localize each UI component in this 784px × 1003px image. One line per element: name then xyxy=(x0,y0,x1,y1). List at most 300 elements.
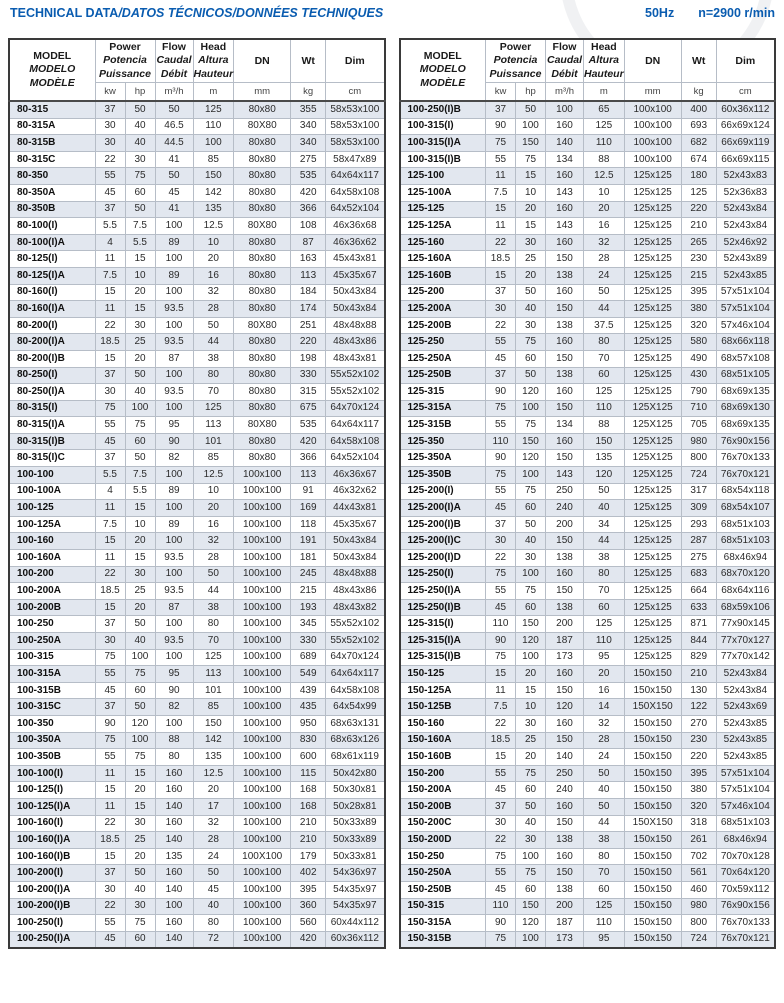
flow-cell: 240 xyxy=(546,500,584,517)
dim-cell: 76x70x121 xyxy=(716,931,775,948)
power-hp-cell: 50 xyxy=(125,699,155,716)
wt-cell: 113 xyxy=(291,267,326,284)
power-kw-cell: 22 xyxy=(486,832,516,849)
dn-cell: 150x150 xyxy=(624,881,681,898)
power-hp-cell: 7.5 xyxy=(125,218,155,235)
power-kw-cell: 75 xyxy=(95,400,125,417)
unit-wt: kg xyxy=(681,83,716,102)
wt-cell: 600 xyxy=(291,749,326,766)
dim-cell: 52x36x83 xyxy=(716,184,775,201)
wt-cell: 174 xyxy=(291,301,326,318)
head-cell: 40 xyxy=(193,898,234,915)
table-row xyxy=(400,334,776,351)
dn-cell: 125X125 xyxy=(624,450,681,467)
flow-cell: 93.5 xyxy=(155,334,193,351)
flow-cell: 135 xyxy=(155,848,193,865)
table-row xyxy=(400,284,776,301)
column-header-dim: Dim xyxy=(326,39,385,83)
flow-cell: 160 xyxy=(546,168,584,185)
head-cell: 135 xyxy=(193,749,234,766)
wt-cell: 118 xyxy=(291,516,326,533)
dn-cell: 80x80 xyxy=(234,384,291,401)
dim-cell: 66x69x119 xyxy=(716,135,775,152)
wt-cell: 549 xyxy=(291,666,326,683)
dim-cell: 57x46x104 xyxy=(716,317,775,334)
model-cell: 100-200 xyxy=(9,566,95,583)
model-cell: 100-200A xyxy=(9,583,95,600)
power-hp-cell: 60 xyxy=(125,931,155,948)
dim-cell: 64x64x117 xyxy=(326,168,385,185)
model-cell: 100-160A xyxy=(9,550,95,567)
power-hp-cell: 120 xyxy=(516,915,546,932)
power-hp-cell: 15 xyxy=(516,682,546,699)
head-cell: 100 xyxy=(193,135,234,152)
column-header-head xyxy=(193,39,234,83)
head-cell: 125 xyxy=(584,616,625,633)
dim-cell: 52x43x85 xyxy=(716,267,775,284)
wt-cell: 275 xyxy=(291,151,326,168)
model-cell: 80-315 xyxy=(9,101,95,118)
dn-cell: 100x100 xyxy=(234,500,291,517)
flow-cell: 93.5 xyxy=(155,550,193,567)
power-hp-cell: 120 xyxy=(516,384,546,401)
table-row xyxy=(400,633,776,650)
wt-cell: 320 xyxy=(681,317,716,334)
power-hp-cell: 100 xyxy=(516,848,546,865)
table-row xyxy=(9,168,385,185)
power-hp-cell: 15 xyxy=(125,798,155,815)
head-cell: 80 xyxy=(193,367,234,384)
dim-cell: 57x46x104 xyxy=(716,798,775,815)
dim-cell: 50x30x81 xyxy=(326,782,385,799)
head-cell: 24 xyxy=(584,267,625,284)
head-cell: 70 xyxy=(584,865,625,882)
power-hp-cell: 20 xyxy=(516,267,546,284)
dim-cell: 48x43x86 xyxy=(326,583,385,600)
dim-cell: 68x46x94 xyxy=(716,832,775,849)
wt-cell: 125 xyxy=(681,184,716,201)
head-cell: 32 xyxy=(193,533,234,550)
dn-cell: 150x150 xyxy=(624,865,681,882)
flow-cell: 140 xyxy=(155,881,193,898)
dim-cell: 68x69x130 xyxy=(716,400,775,417)
power-hp-cell: 50 xyxy=(125,101,155,118)
column-header-power xyxy=(95,39,155,83)
flow-cell: 160 xyxy=(546,234,584,251)
table-row xyxy=(400,765,776,782)
power-kw-cell: 75 xyxy=(486,566,516,583)
dim-cell: 76x70x133 xyxy=(716,915,775,932)
dim-cell: 52x43x85 xyxy=(716,732,775,749)
wt-cell: 355 xyxy=(291,101,326,118)
dn-cell: 80X80 xyxy=(234,317,291,334)
head-cell: 12.5 xyxy=(193,467,234,484)
head-cell: 17 xyxy=(193,798,234,815)
power-hp-cell: 20 xyxy=(125,533,155,550)
dim-cell: 52x43x89 xyxy=(716,251,775,268)
head-cell: 28 xyxy=(584,251,625,268)
table-row xyxy=(400,749,776,766)
dim-cell: 68x61x119 xyxy=(326,749,385,766)
dn-cell: 125x125 xyxy=(624,350,681,367)
dn-cell: 100x100 xyxy=(234,467,291,484)
dim-cell: 52x43x84 xyxy=(716,666,775,683)
flow-cell: 140 xyxy=(155,798,193,815)
power-hp-cell: 15 xyxy=(125,251,155,268)
head-cell: 32 xyxy=(584,715,625,732)
table-row xyxy=(9,234,385,251)
flow-cell: 160 xyxy=(155,765,193,782)
power-kw-cell: 55 xyxy=(95,749,125,766)
dn-cell: 80x80 xyxy=(234,234,291,251)
table-row xyxy=(9,931,385,948)
wt-cell: 215 xyxy=(681,267,716,284)
dn-cell: 125x125 xyxy=(624,633,681,650)
flow-cell: 100 xyxy=(155,649,193,666)
model-cell: 80-315C xyxy=(9,151,95,168)
power-kw-cell: 11 xyxy=(95,798,125,815)
titlebar xyxy=(10,6,775,20)
flow-cell: 89 xyxy=(155,483,193,500)
table-row xyxy=(400,516,776,533)
model-cell: 100-200(I) xyxy=(9,865,95,882)
dn-cell: 100x100 xyxy=(234,881,291,898)
dn-cell: 125x125 xyxy=(624,583,681,600)
model-cell: 150-125B xyxy=(400,699,486,716)
flow-cell: 143 xyxy=(546,184,584,201)
dn-cell: 125x125 xyxy=(624,367,681,384)
flow-cell: 100 xyxy=(155,317,193,334)
dn-cell: 125x125 xyxy=(624,267,681,284)
table-body xyxy=(9,101,385,948)
dn-cell: 100x100 xyxy=(234,832,291,849)
dn-cell: 125x125 xyxy=(624,301,681,318)
flow-cell: 100 xyxy=(155,566,193,583)
head-cell: 44 xyxy=(584,533,625,550)
model-cell: 80-160(I) xyxy=(9,284,95,301)
power-hp-cell: 60 xyxy=(125,184,155,201)
table-row xyxy=(9,533,385,550)
power-kw-cell: 45 xyxy=(486,599,516,616)
power-kw-cell: 30 xyxy=(486,815,516,832)
wt-cell: 315 xyxy=(291,384,326,401)
dim-cell: 76x90x156 xyxy=(716,898,775,915)
model-label-fr: MODÈLE xyxy=(29,76,75,89)
table-row xyxy=(400,483,776,500)
dim-cell: 55x52x102 xyxy=(326,616,385,633)
table-row xyxy=(9,334,385,351)
model-cell: 100-250 xyxy=(9,616,95,633)
dn-cell: 100x100 xyxy=(234,931,291,948)
table-row xyxy=(400,135,776,152)
head-cell: 10 xyxy=(584,184,625,201)
flow-cell: 160 xyxy=(546,201,584,218)
power-hp-cell: 100 xyxy=(516,931,546,948)
table-row xyxy=(9,135,385,152)
dim-cell: 60x36x112 xyxy=(326,931,385,948)
dn-cell: 100x100 xyxy=(234,633,291,650)
flow-cell: 82 xyxy=(155,699,193,716)
wt-cell: 535 xyxy=(291,168,326,185)
model-cell: 150-250B xyxy=(400,881,486,898)
power-kw-cell: 30 xyxy=(95,633,125,650)
dn-cell: 100x100 xyxy=(234,583,291,600)
model-cell: 100-250(I) xyxy=(9,915,95,932)
power-hp-cell: 75 xyxy=(125,666,155,683)
power-kw-cell: 45 xyxy=(95,931,125,948)
model-cell: 100-350B xyxy=(9,749,95,766)
column-header-power xyxy=(486,39,546,83)
power-kw-cell: 55 xyxy=(486,483,516,500)
table-row xyxy=(400,931,776,948)
dn-cell: 150X150 xyxy=(624,699,681,716)
flow-cell: 100 xyxy=(155,251,193,268)
dn-cell: 125x125 xyxy=(624,649,681,666)
head-cell: 50 xyxy=(584,798,625,815)
flow-cell: 173 xyxy=(546,649,584,666)
power-hp-cell: 75 xyxy=(516,417,546,434)
power-kw-cell: 45 xyxy=(486,782,516,799)
head-cell: 20 xyxy=(193,782,234,799)
dn-cell: 100x100 xyxy=(624,151,681,168)
wt-cell: 220 xyxy=(681,749,716,766)
head-cell: 142 xyxy=(193,732,234,749)
head-cell: 16 xyxy=(193,267,234,284)
dim-cell: 68x66x118 xyxy=(716,334,775,351)
table-row xyxy=(9,599,385,616)
flow-label-es: Caudal xyxy=(156,54,192,67)
flow-cell: 160 xyxy=(546,798,584,815)
power-kw-cell: 18.5 xyxy=(486,732,516,749)
model-cell: 80-315A xyxy=(9,118,95,135)
column-header-model xyxy=(400,39,486,101)
head-cell: 44 xyxy=(193,334,234,351)
power-kw-cell: 11 xyxy=(486,682,516,699)
head-cell: 150 xyxy=(193,715,234,732)
flow-cell: 138 xyxy=(546,881,584,898)
table-row xyxy=(9,682,385,699)
column-header-dn: DN xyxy=(624,39,681,83)
flow-cell: 160 xyxy=(546,848,584,865)
power-hp-cell: 15 xyxy=(125,765,155,782)
dim-cell: 64x70x124 xyxy=(326,649,385,666)
model-cell: 125-200(I)A xyxy=(400,500,486,517)
model-cell: 100-315A xyxy=(9,666,95,683)
power-kw-cell: 15 xyxy=(486,666,516,683)
table-row xyxy=(400,550,776,567)
flow-cell: 143 xyxy=(546,218,584,235)
flow-cell: 50 xyxy=(155,101,193,118)
dim-cell: 68x59x106 xyxy=(716,599,775,616)
dn-cell: 150x150 xyxy=(624,765,681,782)
table-row xyxy=(9,350,385,367)
head-cell: 80 xyxy=(584,848,625,865)
head-cell: 85 xyxy=(193,450,234,467)
wt-cell: 293 xyxy=(681,516,716,533)
table-row xyxy=(9,516,385,533)
head-cell: 28 xyxy=(193,550,234,567)
head-cell: 38 xyxy=(584,832,625,849)
dn-cell: 100x100 xyxy=(624,101,681,118)
power-hp-cell: 40 xyxy=(516,815,546,832)
flow-cell: 150 xyxy=(546,450,584,467)
dn-cell: 100x100 xyxy=(234,483,291,500)
table-row xyxy=(9,848,385,865)
model-cell: 125-250A xyxy=(400,350,486,367)
flow-cell: 160 xyxy=(155,782,193,799)
power-kw-cell: 37 xyxy=(95,865,125,882)
power-kw-cell: 45 xyxy=(486,350,516,367)
model-cell: 80-100(I) xyxy=(9,218,95,235)
model-cell: 125-250B xyxy=(400,367,486,384)
model-cell: 125-125 xyxy=(400,201,486,218)
power-kw-cell: 5.5 xyxy=(95,467,125,484)
model-cell: 125-350 xyxy=(400,433,486,450)
model-cell: 150-250 xyxy=(400,848,486,865)
flow-cell: 100 xyxy=(155,715,193,732)
power-kw-cell: 37 xyxy=(486,367,516,384)
flow-cell: 93.5 xyxy=(155,301,193,318)
dn-cell: 80X80 xyxy=(234,118,291,135)
dim-cell: 68x64x116 xyxy=(716,583,775,600)
dn-cell: 80x80 xyxy=(234,400,291,417)
dn-cell: 150x150 xyxy=(624,915,681,932)
flow-cell: 88 xyxy=(155,732,193,749)
dn-cell: 150x150 xyxy=(624,782,681,799)
dim-cell: 64x58x108 xyxy=(326,682,385,699)
power-hp-cell: 75 xyxy=(125,417,155,434)
model-cell: 150-315 xyxy=(400,898,486,915)
dim-cell: 57x51x104 xyxy=(716,782,775,799)
model-cell: 125-315B xyxy=(400,417,486,434)
wt-cell: 330 xyxy=(291,367,326,384)
dim-cell: 68x54x107 xyxy=(716,500,775,517)
head-cell: 16 xyxy=(584,682,625,699)
head-label-en: Head xyxy=(591,40,617,53)
column-header-dn: DN xyxy=(234,39,291,83)
wt-cell: 950 xyxy=(291,715,326,732)
wt-cell: 122 xyxy=(681,699,716,716)
power-hp-cell: 20 xyxy=(516,201,546,218)
power-kw-cell: 37 xyxy=(95,616,125,633)
power-kw-cell: 18.5 xyxy=(95,334,125,351)
title-translations: /DATOS TÉCNICOS/DONNÉES TECHNIQUES xyxy=(118,6,384,20)
power-hp-cell: 7.5 xyxy=(125,467,155,484)
head-cell: 60 xyxy=(584,367,625,384)
power-kw-cell: 30 xyxy=(95,384,125,401)
power-hp-cell: 120 xyxy=(516,450,546,467)
technical-data-table-right xyxy=(399,38,777,949)
model-cell: 125-350B xyxy=(400,467,486,484)
flow-cell: 90 xyxy=(155,433,193,450)
wt-cell: 251 xyxy=(291,317,326,334)
head-cell: 24 xyxy=(193,848,234,865)
power-hp-cell: 40 xyxy=(125,633,155,650)
power-hp-cell: 100 xyxy=(125,400,155,417)
dn-cell: 80x80 xyxy=(234,267,291,284)
dn-cell: 100x100 xyxy=(234,699,291,716)
table-row xyxy=(400,168,776,185)
dim-cell: 57x51x104 xyxy=(716,284,775,301)
power-kw-cell: 55 xyxy=(486,334,516,351)
wt-cell: 130 xyxy=(681,682,716,699)
head-label-es: Altura xyxy=(198,54,229,67)
model-cell: 80-125(I)A xyxy=(9,267,95,284)
flow-cell: 200 xyxy=(546,898,584,915)
dn-cell: 100X100 xyxy=(234,848,291,865)
power-kw-cell: 45 xyxy=(486,500,516,517)
dn-cell: 150x150 xyxy=(624,749,681,766)
head-cell: 32 xyxy=(193,284,234,301)
flow-cell: 200 xyxy=(546,516,584,533)
head-cell: 50 xyxy=(584,483,625,500)
table-row xyxy=(9,284,385,301)
power-hp-cell: 75 xyxy=(125,915,155,932)
table-row xyxy=(400,400,776,417)
dim-cell: 55x52x102 xyxy=(326,367,385,384)
table-row xyxy=(400,881,776,898)
power-hp-cell: 75 xyxy=(516,483,546,500)
dn-cell: 80x80 xyxy=(234,201,291,218)
dn-cell: 80x80 xyxy=(234,350,291,367)
flow-cell: 138 xyxy=(546,367,584,384)
flow-cell: 250 xyxy=(546,765,584,782)
table-row xyxy=(9,550,385,567)
head-cell: 20 xyxy=(584,201,625,218)
flow-cell: 150 xyxy=(546,815,584,832)
power-hp-cell: 10 xyxy=(516,699,546,716)
model-cell: 100-315C xyxy=(9,699,95,716)
power-kw-cell: 37 xyxy=(95,450,125,467)
model-cell: 150-315A xyxy=(400,915,486,932)
table-row xyxy=(9,433,385,450)
model-cell: 150-125 xyxy=(400,666,486,683)
flow-cell: 150 xyxy=(546,350,584,367)
unit-dn: mm xyxy=(624,83,681,102)
flow-cell: 100 xyxy=(155,533,193,550)
power-kw-cell: 15 xyxy=(95,848,125,865)
dn-cell: 125x125 xyxy=(624,533,681,550)
wt-cell: 420 xyxy=(291,433,326,450)
table-row xyxy=(400,732,776,749)
frequency-label: 50Hz xyxy=(645,6,675,20)
wt-cell: 395 xyxy=(291,881,326,898)
unit-kw: kw xyxy=(486,83,516,102)
head-cell: 50 xyxy=(584,284,625,301)
head-cell: 38 xyxy=(193,599,234,616)
dim-cell: 52x46x92 xyxy=(716,234,775,251)
wt-cell: 800 xyxy=(681,450,716,467)
dn-cell: 100x100 xyxy=(234,616,291,633)
power-kw-cell: 22 xyxy=(486,317,516,334)
flow-cell: 90 xyxy=(155,682,193,699)
table-row xyxy=(9,101,385,118)
model-cell: 100-160(I)B xyxy=(9,848,95,865)
model-cell: 80-200(I)B xyxy=(9,350,95,367)
unit-flow: m³/h xyxy=(546,83,584,102)
flow-cell: 100 xyxy=(155,284,193,301)
power-hp-cell: 5.5 xyxy=(125,483,155,500)
table-row xyxy=(9,732,385,749)
dn-cell: 125x125 xyxy=(624,201,681,218)
power-kw-cell: 7.5 xyxy=(486,699,516,716)
dn-cell: 100x100 xyxy=(234,749,291,766)
wt-cell: 420 xyxy=(291,931,326,948)
dn-cell: 100x100 xyxy=(234,815,291,832)
dn-cell: 80x80 xyxy=(234,284,291,301)
flow-label-en: Flow xyxy=(162,40,186,53)
head-cell: 16 xyxy=(193,516,234,533)
